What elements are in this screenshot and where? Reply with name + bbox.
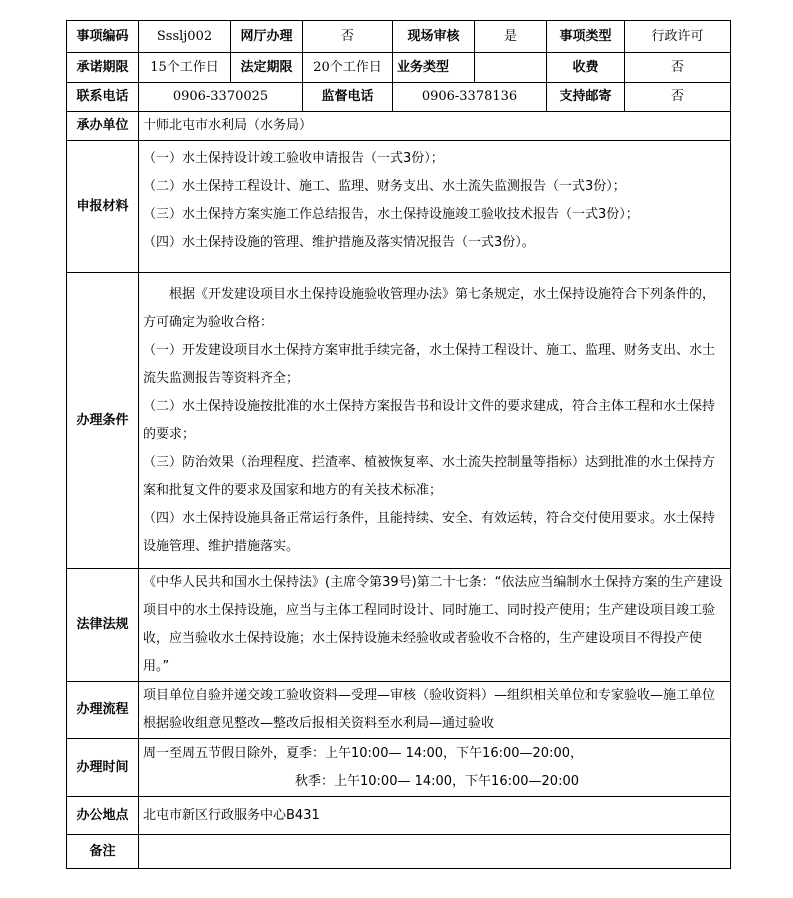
law-label: 法律法规 bbox=[67, 569, 139, 682]
online-handling-value: 否 bbox=[303, 21, 393, 53]
business-type-value bbox=[475, 53, 547, 83]
materials-item: （三）水土保持方案实施工作总结报告，水土保持设施竣工验收技术报告（一式3份）； bbox=[143, 207, 639, 222]
header-row-2 bbox=[67, 53, 731, 83]
conditions-row bbox=[67, 273, 731, 569]
item-type-label: 事项类型 bbox=[547, 21, 625, 53]
location-row bbox=[67, 797, 731, 835]
conditions-item: （三）防治效果（治理程度、拦渣率、植被恢复率、水土流失控制量等指标）达到批准的水土保持方案和批复文件的要求及国家和地方的有关技术标准； bbox=[143, 454, 716, 498]
materials-label: 申报材料 bbox=[67, 141, 139, 273]
process-row bbox=[67, 682, 731, 739]
materials-item: （一）水土保持设计竣工验收申请报告（一式3份）； bbox=[143, 151, 444, 166]
conditions-item: （一）开发建设项目水土保持方案审批手续完备，水土保持工程设计、施工、监理、财务支出、水土流失监测报告等资料齐全； bbox=[143, 342, 716, 386]
unit-row bbox=[67, 112, 731, 141]
time-content bbox=[139, 739, 731, 797]
promised-deadline-label: 承诺期限 bbox=[67, 53, 139, 83]
header-row-3 bbox=[67, 83, 731, 112]
contact-phone-value: 0906-3370025 bbox=[139, 83, 303, 112]
supervision-phone-label: 监督电话 bbox=[303, 83, 393, 112]
materials-row bbox=[67, 141, 731, 273]
process-content bbox=[139, 682, 731, 739]
time-label: 办理时间 bbox=[67, 739, 139, 797]
mail-support-label: 支持邮寄 bbox=[547, 83, 625, 112]
header-row-1 bbox=[67, 21, 731, 53]
supervision-phone-value: 0906-3378136 bbox=[393, 83, 547, 112]
fee-value: 否 bbox=[625, 53, 731, 83]
conditions-label: 办理条件 bbox=[67, 273, 139, 569]
time-line-2: 秋季：上午10:00— 14:00，下午16:00—20:00 bbox=[295, 773, 579, 789]
conditions-item: （四）水土保持设施具备正常运行条件，且能持续、安全、有效运转，符合交付使用要求。水土保持设施管理、维护措施落实。 bbox=[143, 510, 716, 554]
promised-deadline-value: 15个工作日 bbox=[139, 53, 231, 83]
location-value: 北屯市新区行政服务中心B431 bbox=[139, 797, 731, 835]
legal-deadline-value: 20个工作日 bbox=[303, 53, 393, 83]
law-text: 《中华人民共和国水土保持法》(主席令第39号)第二十七条：“依法应当编制水土保持方案的生产建设项目中的水土保持设施，应当与主体工程同时设计、同时施工、同时投产使用；生产建设项目竣工验收，应当验收水土保持设施；水土保持设施未经验收或者验收不合格的，生产建设项目不得投产使用。” bbox=[143, 575, 723, 674]
legal-deadline-label: 法定期限 bbox=[231, 53, 303, 83]
item-code-label: 事项编码 bbox=[67, 21, 139, 53]
time-row bbox=[67, 739, 731, 797]
location-label: 办公地点 bbox=[67, 797, 139, 835]
business-type-label: 业务类型 bbox=[393, 53, 475, 83]
onsite-review-value: 是 bbox=[475, 21, 547, 53]
materials-item: （二）水土保持工程设计、施工、监理、财务支出、水土流失监测报告（一式3份）； bbox=[143, 179, 626, 194]
remark-label: 备注 bbox=[67, 835, 139, 869]
contact-phone-label: 联系电话 bbox=[67, 83, 139, 112]
remark-row bbox=[67, 835, 731, 869]
process-label: 办理流程 bbox=[67, 682, 139, 739]
materials-content bbox=[139, 141, 731, 273]
time-line-1: 周一至周五节假日除外，夏季：上午10:00— 14:00，下午16:00—20:00， bbox=[143, 745, 583, 761]
conditions-content bbox=[139, 273, 731, 569]
mail-support-value: 否 bbox=[625, 83, 731, 112]
online-handling-label: 网厅办理 bbox=[231, 21, 303, 53]
unit-value: 十师北屯市水利局（水务局） bbox=[139, 112, 731, 141]
item-code-value: Ssslj002 bbox=[139, 21, 231, 53]
fee-label: 收费 bbox=[547, 53, 625, 83]
law-row bbox=[67, 569, 731, 682]
unit-label: 承办单位 bbox=[67, 112, 139, 141]
conditions-item: （二）水土保持设施按批准的水土保持方案报告书和设计文件的要求建成，符合主体工程和水土保持的要求； bbox=[143, 398, 716, 442]
service-info-table bbox=[66, 20, 731, 869]
materials-item: （四）水土保持设施的管理、维护措施及落实情况报告（一式3份）。 bbox=[143, 235, 535, 250]
onsite-review-label: 现场审核 bbox=[393, 21, 475, 53]
law-content bbox=[139, 569, 731, 682]
conditions-intro: 根据《开发建设项目水土保持设施验收管理办法》第七条规定，水土保持设施符合下列条件的，方可确定为验收合格： bbox=[143, 286, 716, 330]
item-type-value: 行政许可 bbox=[625, 21, 731, 53]
process-text: 项目单位自验并递交竣工验收资料—受理—审核（验收资料）—组织相关单位和专家验收—施工单位根据验收组意见整改—整改后报相关资料至水利局—通过验收 bbox=[143, 688, 716, 731]
remark-value bbox=[139, 835, 731, 869]
